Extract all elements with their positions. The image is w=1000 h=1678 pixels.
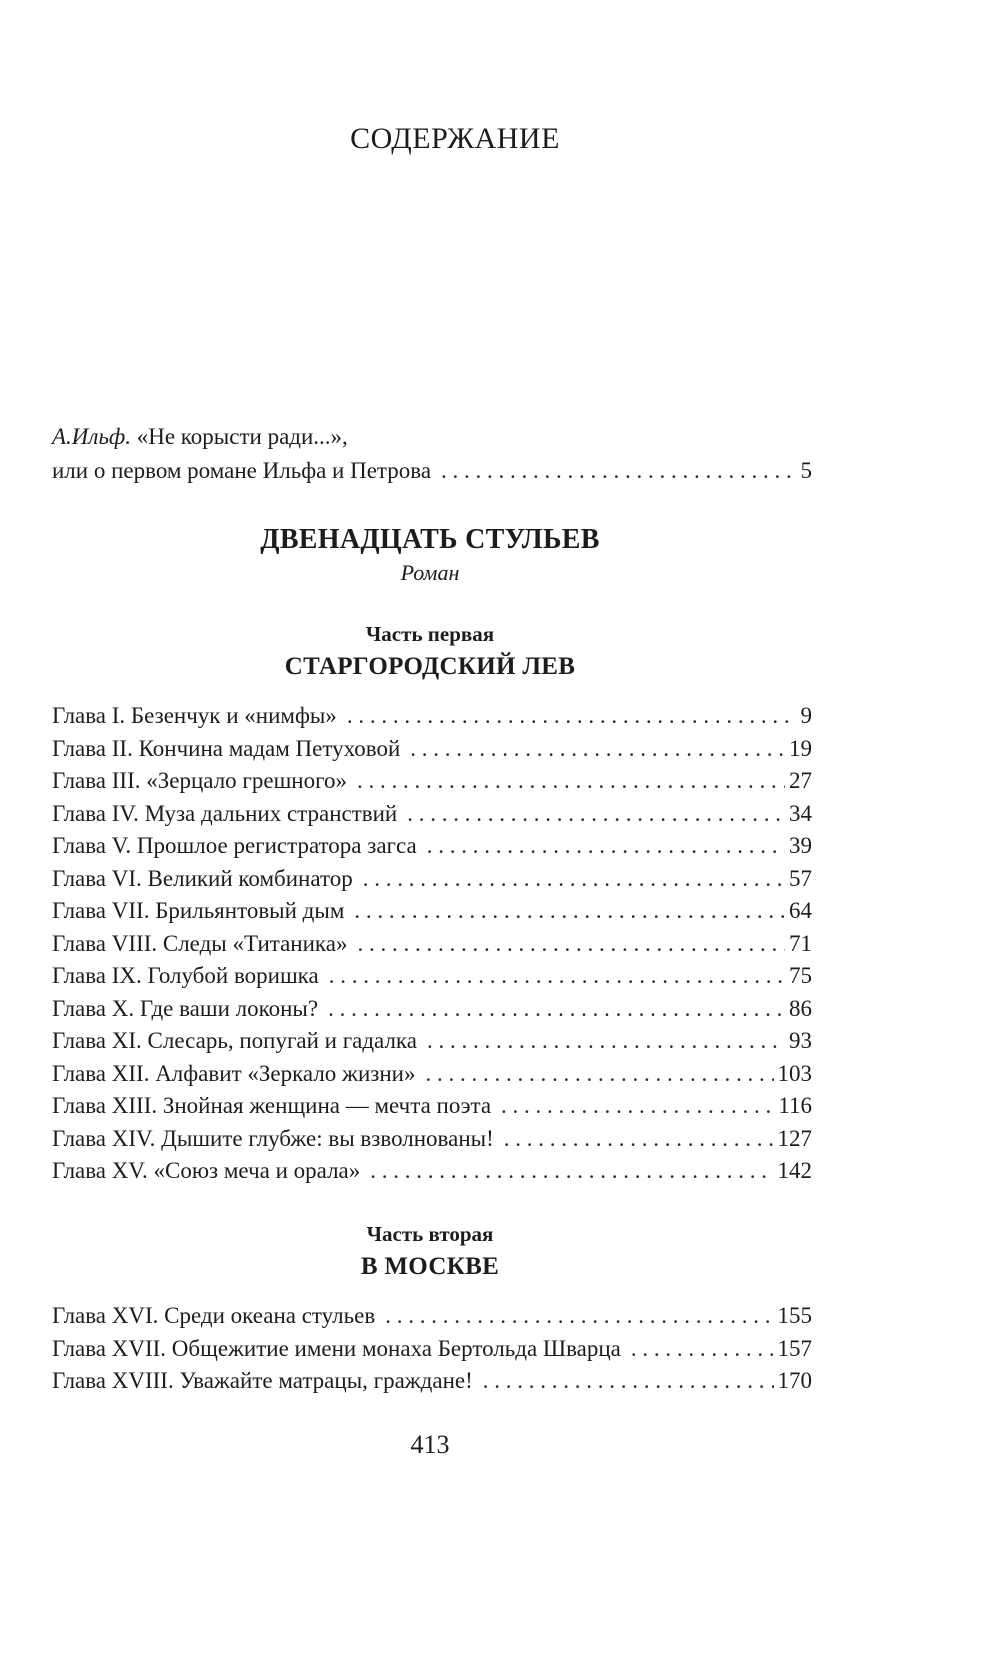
- novel-subtitle: Роман: [400, 560, 460, 585]
- chapter-title: Глава VIII. Следы «Титаника»: [52, 930, 348, 956]
- chapter-entry[interactable]: [52, 1123, 812, 1156]
- chapter-page-number: 71: [789, 930, 812, 956]
- intro-title: «Не корысти ради...»,: [136, 424, 348, 449]
- chapter-page-number: 103: [777, 1060, 812, 1086]
- chapter-entry[interactable]: [52, 1333, 812, 1366]
- chapter-page-number: 142: [777, 1158, 812, 1183]
- dot-leader: [631, 1333, 774, 1366]
- chapter-title: Глава XVII. Общежитие имени монаха Бертольда Шварца: [52, 1335, 621, 1361]
- chapter-page-number: 27: [789, 768, 812, 793]
- chapter-title: Глава VI. Великий комбинатор: [52, 865, 353, 891]
- part-2-heading: [0, 1222, 860, 1281]
- chapter-title: Глава XV. «Союз меча и орала»: [52, 1158, 361, 1183]
- dot-leader: [407, 798, 785, 831]
- chapter-page-number: 127: [777, 1125, 812, 1151]
- chapter-entry[interactable]: [52, 798, 812, 831]
- intro-line-1: [52, 420, 812, 454]
- part-1-label: Часть первая: [365, 622, 495, 646]
- chapter-page-number: 64: [789, 898, 812, 923]
- chapter-title: Глава XI. Слесарь, попугай и гадалка: [52, 1028, 417, 1053]
- chapter-page-number: 86: [789, 995, 812, 1021]
- dot-leader: [427, 830, 785, 863]
- dot-leader: [483, 1365, 774, 1398]
- chapter-entry[interactable]: [52, 1365, 812, 1398]
- chapter-title: Глава IX. Голубой воришка: [52, 963, 319, 988]
- chapter-title: Глава IV. Муза дальних странствий: [52, 800, 398, 826]
- footer-page-number: 413: [410, 1430, 450, 1459]
- chapter-entry[interactable]: [52, 863, 812, 896]
- dot-leader: [441, 454, 796, 488]
- part-1-heading: [0, 622, 860, 681]
- intro-page-number: 5: [800, 458, 812, 483]
- chapter-entry[interactable]: [52, 765, 812, 798]
- chapter-title: Глава I. Безенчук и «нимфы»: [52, 703, 337, 728]
- chapter-title: Глава XVIII. Уважайте матрацы, граждане!: [52, 1368, 473, 1393]
- part-2-label: Часть вторая: [366, 1222, 494, 1246]
- dot-leader: [363, 863, 785, 896]
- dot-leader: [357, 765, 785, 798]
- intro-entry[interactable]: [52, 420, 812, 488]
- intro-author: А.Ильф.: [52, 424, 131, 449]
- chapter-page-number: 116: [778, 1093, 812, 1118]
- chapter-entry[interactable]: [52, 700, 812, 733]
- dot-leader: [329, 960, 785, 993]
- chapter-page-number: 75: [789, 963, 812, 988]
- chapter-entry[interactable]: [52, 993, 812, 1026]
- chapter-page-number: 170: [777, 1368, 812, 1393]
- chapter-title: Глава V. Прошлое регистратора загса: [52, 833, 417, 858]
- chapter-entry[interactable]: [52, 960, 812, 993]
- chapter-title: Глава XIII. Знойная женщина — мечта поэта: [52, 1093, 492, 1118]
- chapter-title: Глава XIV. Дышите глубже: вы взволнованы!: [52, 1125, 494, 1151]
- intro-line-2: [52, 454, 812, 488]
- chapter-page-number: 39: [789, 833, 812, 858]
- dot-leader: [370, 1155, 773, 1188]
- chapter-page-number: 19: [789, 735, 812, 761]
- chapter-title: Глава VII. Брильянтовый дым: [52, 898, 345, 923]
- part-1-title: СТАРГОРОДСКИЙ ЛЕВ: [284, 653, 576, 680]
- chapter-page-number: 157: [777, 1335, 812, 1361]
- dot-leader: [504, 1123, 774, 1156]
- part-2-title: В МОСКВЕ: [360, 1253, 500, 1280]
- dot-leader: [410, 733, 785, 766]
- chapter-entry[interactable]: [52, 733, 812, 766]
- dot-leader: [501, 1090, 774, 1123]
- part-2-chapter-list: [52, 1300, 812, 1398]
- dot-leader: [385, 1300, 773, 1333]
- dot-leader: [425, 1058, 773, 1091]
- chapter-page-number: 9: [800, 703, 812, 728]
- chapter-title: Глава XII. Алфавит «Зеркало жизни»: [52, 1060, 416, 1086]
- dot-leader: [427, 1025, 785, 1058]
- chapter-title: Глава II. Кончина мадам Петуховой: [52, 735, 401, 761]
- chapter-page-number: 93: [789, 1028, 812, 1053]
- chapter-entry[interactable]: [52, 895, 812, 928]
- chapter-entry[interactable]: [52, 928, 812, 961]
- chapter-page-number: 34: [789, 800, 812, 826]
- chapter-entry[interactable]: [52, 1300, 812, 1333]
- chapter-entry[interactable]: [52, 1025, 812, 1058]
- chapter-title: Глава X. Где ваши локоны?: [52, 995, 319, 1021]
- dot-leader: [347, 700, 797, 733]
- chapter-entry[interactable]: [52, 1058, 812, 1091]
- dot-leader: [354, 895, 785, 928]
- chapter-entry[interactable]: [52, 830, 812, 863]
- novel-heading: [0, 524, 860, 586]
- chapter-title: Глава III. «Зерцало грешного»: [52, 768, 347, 793]
- chapter-page-number: 57: [789, 865, 812, 891]
- dot-leader: [357, 928, 785, 961]
- chapter-entry[interactable]: [52, 1155, 812, 1188]
- intro-subtitle: или о первом романе Ильфа и Петрова: [52, 458, 432, 483]
- novel-title: ДВЕНАДЦАТЬ СТУЛЬЕВ: [260, 524, 600, 555]
- part-1-chapter-list: [52, 700, 812, 1188]
- page-title: СОДЕРЖАНИЕ: [350, 122, 560, 155]
- chapter-entry[interactable]: [52, 1090, 812, 1123]
- dot-leader: [328, 993, 785, 1026]
- chapter-page-number: 155: [777, 1303, 812, 1328]
- chapter-title: Глава XVI. Среди океана стульев: [52, 1303, 376, 1328]
